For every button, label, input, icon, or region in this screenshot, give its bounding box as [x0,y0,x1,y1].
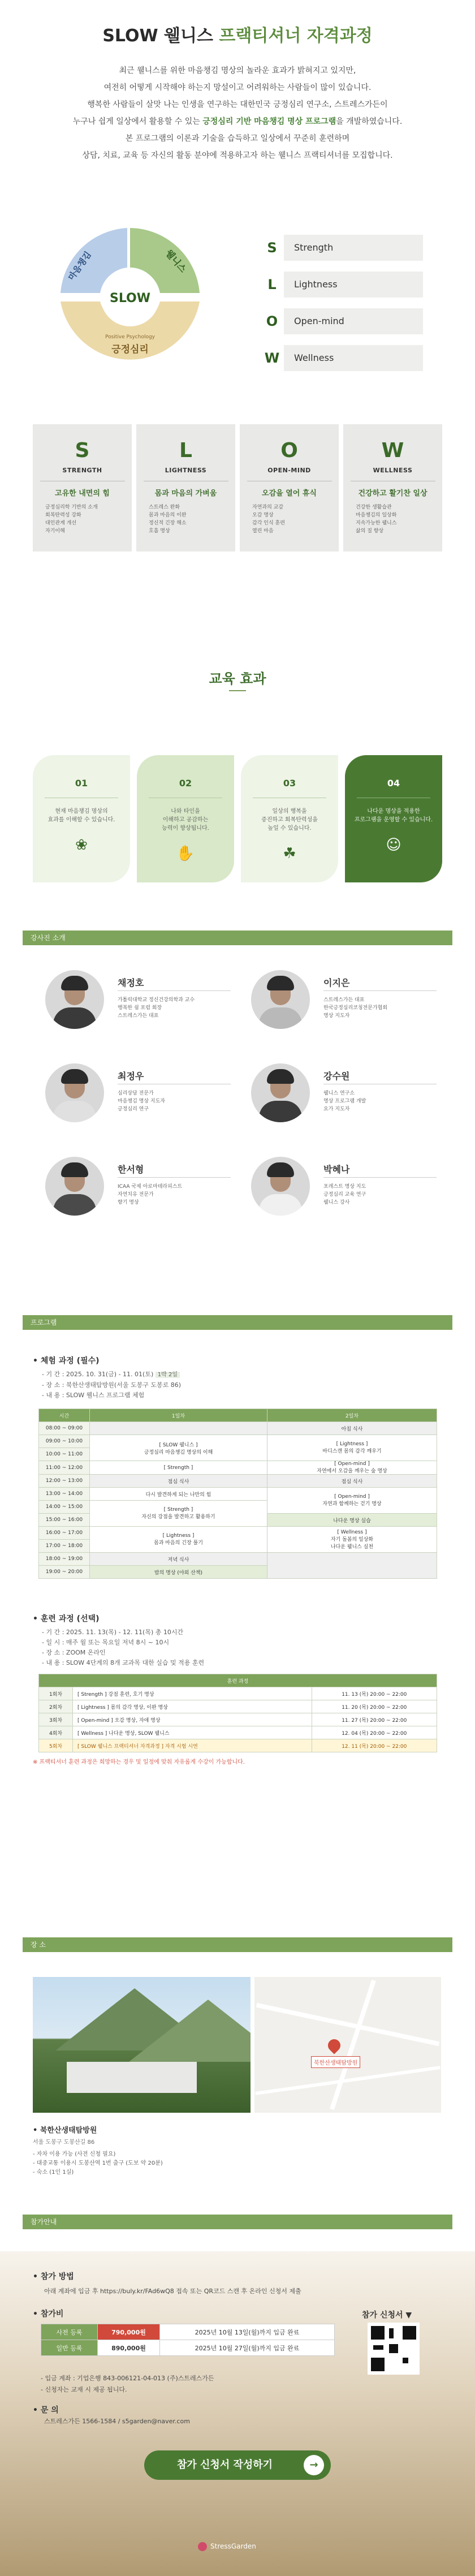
session-desc: 자기 돌봄의 일상화 [330,1536,374,1543]
qr-block [389,2344,398,2353]
slow-row [260,270,423,299]
topic-cell: [ Wellness ] 나다운 명상, SLOW 웰니스 [73,1726,312,1739]
topic-cell: [ Strength ] 강점 훈련, 호기 명상 [73,1687,312,1700]
advanced-course-title: • 훈련 과정 (선택) [33,1614,100,1623]
apply-note: - 입금 계좌 : 기업은행 843-006121-04-013 (주)스트레스가든 [41,2375,214,2382]
slow-letter: S [267,240,277,256]
segment-label: 마음챙김 [66,249,93,283]
basic-course-title: • 체험 과정 (필수) [33,1356,100,1365]
fee-price: 790,000원 [98,2324,160,2340]
instructor-detail: 포레스트 명상 지도 [323,1184,366,1190]
instructor-card [239,1063,442,1148]
instructor-name: 채정호 [118,977,144,988]
effect-line: 프로그램을 운영할 수 있습니다. [354,817,433,823]
program-section [33,1355,442,1765]
instructor-detail: 한국긍정심리코칭전문가협회 [323,1005,388,1011]
slow-letter: L [267,277,277,292]
effect-text [137,807,234,833]
fee-deadline: 2025년 10월 27일(월)까지 입금 완료 [160,2340,335,2356]
time-cell: 17:00 ~ 18:00 [39,1540,90,1553]
instructor-photo [251,1063,310,1122]
venue-photo [33,1977,251,2113]
effect-line: 나다운 명상을 적용한 [367,808,420,815]
session-desc: 자연과 함께하는 걷기 명상 [322,1501,382,1507]
schedule-cell [90,1435,267,1461]
venue-map[interactable] [254,1977,441,2113]
col-header: 시간 [39,1409,90,1422]
pillar-item: 몸과 마음의 이완 [149,512,187,518]
time-cell: 10:00 ~ 11:00 [39,1448,90,1461]
fee-title: • 참가비 [33,2310,64,2319]
pillar-item: 자기이해 [45,528,65,534]
map-label: 북한산생태탐방원 [311,2056,360,2068]
course-time: - 일 시 : 매주 월 또는 목요일 저녁 8시 ~ 10시 [42,1639,170,1646]
course-place: - 장 소 : ZOOM 온라인 [42,1649,106,1656]
round-cell: 5회차 [39,1739,73,1752]
schedule-cell [90,1527,267,1553]
effect-line: 일상의 행복을 [272,808,307,815]
intro-line: 최근 웰니스를 위한 마음챙김 명상의 놀라운 효과가 밝혀지고 있지만, [119,66,356,75]
qr-block [371,2326,385,2340]
apply-form-button[interactable] [144,2450,331,2480]
effect-card [241,755,338,882]
session-title: [ Lightness ] [162,1533,195,1539]
session-title: [ Open-mind ] [334,1461,370,1467]
intro-line: 본 프로그램의 이론과 기술을 습득하고 일상에서 꾸준히 훈련하며 [125,134,350,143]
instructor-detail: 스트레스가든 대표 [323,997,365,1003]
building-shape [67,2062,197,2093]
effect-text [345,807,442,824]
session-desc: 나다운 웰니스 실천 [330,1544,374,1550]
map-pin-icon [325,2036,343,2054]
advanced-course-meta [33,1627,442,1668]
pillar-card [136,424,235,552]
effect-card [345,755,442,882]
instructor-detail: 요가 지도자 [323,1106,350,1112]
section-bar-apply: 참가안내 [23,2215,452,2229]
handshake-icon: ✋ [176,845,195,862]
effect-number: 01 [75,778,88,789]
schedule-cell: 밤의 명상 (야외 산책) [90,1566,267,1579]
pillar-card [33,424,132,552]
session-title: [ Wellness ] [337,1529,367,1535]
slow-row [260,234,423,262]
instructor-photo [45,1063,104,1122]
effect-line: 현재 마음챙김 명상의 [55,808,108,815]
session-title: [ Open-mind ] [334,1494,370,1500]
empty-cell [267,1553,437,1579]
instructor-photo [251,1157,310,1216]
instructor-detail: 행복한 쉼 포럼 회장 [118,1005,162,1011]
section-bar-program: 프로그램 [23,1315,452,1330]
schedule-cell: 점심 식사 [267,1475,437,1488]
pillar-item: 정신적 긴장 해소 [149,520,187,526]
program-note: ※ 프랙티셔너 훈련 과정은 희망하는 경우 및 일정에 맞춰 자유롭게 수강이 가능합니다. [33,1759,245,1765]
basic-course-meta [33,1369,442,1401]
pillar-item: 스트레스 완화 [149,505,180,510]
slow-diagram [48,217,212,381]
intro-line: 누구나 쉽게 일상에서 활용할 수 있는 긍정심리 기반 마음챙김 명상 프로그램을 개발하였습니다. [72,117,403,126]
pillar-card [343,424,442,552]
effect-line: 이해하고 공감하는 [162,817,209,823]
pillar-subtitle: 몸과 마음의 가벼움 [154,489,217,498]
instructor-grid [33,970,442,1253]
pillar-item: 자연과의 교감 [252,505,284,510]
date-cell: 11. 13 (목) 20:00 ~ 22:00 [312,1687,437,1700]
fee-table [41,2324,335,2356]
slow-row [260,307,423,335]
session-desc: 자연에서 오감을 깨우는 숲 명상 [317,1468,387,1474]
pillar-item: 마음챙김의 일상화 [356,512,397,518]
effects-title: 교육 효과 [209,671,266,687]
instructor-name: 이지은 [323,977,350,988]
schedule-cell: 다시 발견하게 되는 나만의 힘 [90,1488,267,1501]
qr-block [371,2358,385,2371]
qr-block [403,2326,416,2340]
time-cell: 11:00 ~ 12:00 [39,1461,90,1475]
empty-cell [90,1422,267,1435]
apply-note: - 신청자는 교재 시 제공 됩니다. [41,2386,127,2393]
instructor-detail: 자연치유 전문가 [118,1192,154,1197]
effect-card [137,755,234,882]
date-cell: 12. 04 (목) 20:00 ~ 22:00 [312,1726,437,1739]
pillar-item: 삶의 질 향상 [356,528,384,534]
schedule-cell: 나다운 명상 실습 [267,1514,437,1527]
effect-text [33,807,130,824]
effect-number: 03 [283,778,296,789]
divider [118,1177,231,1178]
schedule-cell [267,1488,437,1514]
time-cell: 09:00 ~ 10:00 [39,1435,90,1448]
course-period: - 기 간 : 2025. 11. 13(목) - 12. 11(목) 총 10시간 [42,1629,184,1636]
apply-section [0,2251,475,2576]
topic-cell: [ Open-mind ] 오감 명상, 자애 명상 [73,1713,312,1726]
pillar-subtitle: 오감을 열어 휴식 [262,489,317,498]
effect-line: 능력이 향상됩니다. [162,825,209,832]
qr-title: 참가 신청서 ▼ [362,2311,412,2320]
growth-icon: ☘ [283,845,296,862]
venue-address: 서울 도봉구 도봉산길 86 [33,2139,95,2146]
divider [323,990,437,991]
effect-line: 나와 타인을 [171,808,200,815]
schedule-cell: 아침 식사 [267,1422,437,1435]
pillar-card [240,424,339,552]
instructor-card [239,1157,442,1242]
intro-line: 상담, 치료, 교육 등 자신의 활동 분야에 적용하고자 하는 웰니스 프랙티셔너를 모집합니다. [82,151,393,160]
course-content: - 내 용 : SLOW 4단계의 8개 교과목 대한 실습 및 적용 훈련 [42,1659,205,1666]
intro-text [0,62,475,164]
venue-detail: - 숙소 (1인 1실) [33,2169,74,2176]
divider [118,990,231,991]
page-title [0,0,475,46]
instructor-detail: 명상 지도자 [323,1013,350,1019]
slow-section [0,212,475,382]
contact-title: • 문 의 [33,2406,59,2415]
pillar-item: 건강한 생활습관 [356,505,392,510]
fee-price: 890,000원 [98,2340,160,2356]
session-desc: 바디스캔 몸의 감각 깨우기 [322,1449,382,1454]
pillar-name: OPEN-MIND [267,467,311,474]
apply-method: 아래 계좌에 입금 후 https://buly.kr/FAd6wQ8 접속 또는 QR코드 스캔 후 온라인 신청서 제출 [44,2288,301,2295]
apply-form-label: 참가 신청서 작성하기 [177,2459,273,2471]
section-bar-location: 장 소 [23,1937,452,1952]
effects-cards [33,755,442,882]
date-cell: 11. 20 (목) 20:00 ~ 22:00 [312,1700,437,1713]
slow-word: Wellness [284,345,423,371]
arrow-right-icon: → [304,2455,324,2475]
effect-number: 02 [179,778,192,789]
time-cell: 14:00 ~ 15:00 [39,1501,90,1514]
session-desc: 몸과 마음의 긴장 풀기 [154,1540,203,1546]
round-cell: 2회차 [39,1700,73,1713]
pillar-item: 호흡 명상 [149,528,170,534]
qr-code[interactable] [368,2323,420,2375]
section-bar-instructors: 강사진 소개 [23,931,452,945]
schedule-cell: [ Strength ] [90,1461,267,1475]
logo-icon [198,2542,207,2551]
instructor-name: 한서형 [118,1164,144,1175]
venue-detail: - 대중교통 이용시 도봉산역 1번 출구 (도보 약 20분) [33,2160,163,2166]
pillar-item: 긍정심리학 기반의 소개 [45,505,98,510]
topic-cell: [ SLOW 웰니스 프랙티셔너 자격과정 ] 자격 시험 시연 [73,1739,312,1752]
venue-info [33,2124,163,2177]
instructor-detail: 웰니스 강사 [323,1200,350,1205]
time-cell: 19:00 ~ 20:00 [39,1566,90,1579]
qr-block [373,2345,383,2350]
contact-info: 스트레스가든 1566-1584 / s5garden@naver.com [44,2418,190,2425]
slow-word: Strength [284,235,423,261]
instructor-name: 최정우 [118,1071,144,1082]
pillar-subtitle: 고유한 내면의 힘 [55,489,110,498]
logo-text: StressGarden [210,2542,256,2551]
effect-line: 증진하고 회복탄력성을 [261,817,318,823]
basic-timetable [38,1408,437,1579]
time-cell: 12:00 ~ 13:00 [39,1475,90,1488]
effect-card [33,755,130,882]
qr-block [403,2358,408,2363]
pillar-name: LIGHTNESS [165,467,207,474]
table-header: 훈련 과정 [39,1674,437,1687]
instructor-detail: 긍정심리 연구 [118,1106,149,1112]
slow-letter: O [266,313,278,329]
pillar-item: 열린 마음 [252,528,274,534]
advanced-timetable [38,1674,437,1752]
mountain-shape [129,2000,251,2062]
pillar-subtitle: 건강하고 활기찬 일상 [358,489,428,498]
round-cell: 4회차 [39,1726,73,1739]
map-road [255,2066,441,2095]
apply-method-title: • 참가 방법 [33,2272,74,2281]
instructor-detail: 명상 프로그램 개발 [323,1099,366,1104]
pillar-cards [33,424,442,552]
effect-line: 높일 수 있습니다. [267,825,312,832]
fee-type: 일반 등록 [41,2340,98,2356]
effect-number: 04 [387,778,400,789]
col-header: 1일차 [90,1409,267,1422]
pillar-item: 회복탄력성 강화 [45,512,81,518]
instructor-detail: 가톨릭대학교 정신건강의학과 교수 [118,997,195,1003]
session-title: [ SLOW 웰니스 ] [159,1442,198,1448]
effect-text [241,807,338,833]
title-accent: 프랙티셔너 자격과정 [219,26,373,46]
pillar-letter: S [75,439,90,462]
pillar-letter: O [280,439,298,462]
course-place: - 장 소 : 북한산생태탐방원(서울 도봉구 도봉로 86) [42,1381,181,1389]
pillar-letter: L [179,439,192,462]
divider [323,1177,437,1178]
slow-list [260,234,423,381]
instructor-detail: ICAA 국제 아로마테라피스트 [118,1184,183,1190]
map-road [256,2003,439,2046]
schedule-cell: 저녁 식사 [90,1553,267,1566]
venue-detail: - 자차 이용 가능 (사전 신청 필요) [33,2151,116,2157]
instructor-detail: 웰니스 연구소 [323,1091,355,1096]
instructor-name: 강수원 [323,1071,350,1082]
round-cell: 3회차 [39,1713,73,1726]
session-title: [ Strength ] [163,1507,193,1513]
segment-label: Positive Psychology [105,334,156,340]
instructor-detail: 긍정심리 교육 연구 [323,1192,366,1197]
schedule-cell [90,1501,267,1527]
course-content: - 내 용 : SLOW 웰니스 프로그램 체험 [42,1392,145,1399]
fee-type: 사전 등록 [41,2324,98,2340]
intro-highlight: 긍정심리 기반 마음챙김 명상 프로그램 [202,117,336,126]
instructor-card [33,970,236,1055]
instructor-card [33,1157,236,1242]
title-main: SLOW 웰니스 [102,26,213,46]
date-cell: 11. 27 (목) 20:00 ~ 22:00 [312,1713,437,1726]
pillar-name: WELLNESS [373,467,413,474]
schedule-cell [267,1461,437,1475]
pillar-name: STRENGTH [62,467,102,474]
round-cell: 1회차 [39,1687,73,1700]
instructor-photo [45,970,104,1029]
meditation-icon: ❀ [75,837,88,854]
topic-cell: [ Lightness ] 몸의 감각 명상, 이완 명상 [73,1700,312,1713]
intro-line: 여전히 어떻게 시작해야 하는지 망설이고 어려워하는 사람들이 많이 있습니다. [103,83,372,92]
instructor-photo [251,970,310,1029]
pillar-item: 오감 명상 [252,512,274,518]
schedule-cell [267,1527,437,1553]
venue-name: • 북한산생태탐방원 [33,2126,97,2135]
segment-label: 긍정심리 [111,344,149,355]
segment-label: 웰니스 [163,247,189,275]
time-cell: 08:00 ~ 09:00 [39,1422,90,1435]
instructor-detail: 마음챙김 명상 지도자 [118,1099,165,1104]
date-cell: 12. 11 (목) 20:00 ~ 22:00 [312,1739,437,1752]
time-cell: 13:00 ~ 14:00 [39,1488,90,1501]
slow-word: Lightness [284,272,423,298]
instructor-detail: 향기 명상 [118,1200,139,1205]
instructor-name: 박혜나 [323,1164,350,1175]
duration-badge: 1박 2일 [156,1372,180,1378]
pillar-item: 지속가능한 웰니스 [356,520,397,526]
session-title: [ Lightness ] [336,1441,368,1447]
instructor-detail: 스트레스가든 대표 [118,1013,159,1019]
instructor-card [239,970,442,1055]
session-desc: 긍정심리 마음챙김 명상의 이해 [144,1449,213,1455]
col-header: 2일차 [267,1409,437,1422]
title-underline [229,690,246,691]
course-period: - 기 간 : 2025. 10. 31(금) - 11. 01(토) [42,1371,154,1378]
pillar-item: 감각 인식 훈련 [252,520,285,526]
instructor-card [33,1063,236,1148]
slow-letter: W [264,350,280,366]
slow-word: Open-mind [284,308,423,334]
schedule-cell [267,1435,437,1461]
schedule-cell: 점심 식사 [90,1475,267,1488]
pillar-letter: W [381,439,404,462]
fee-deadline: 2025년 10월 13일(월)까지 입금 완료 [160,2324,335,2340]
time-cell: 18:00 ~ 19:00 [39,1553,90,1566]
time-cell: 16:00 ~ 17:00 [39,1527,90,1540]
time-cell: 15:00 ~ 16:00 [39,1514,90,1527]
intro-line: 행복한 사람들이 살맛 나는 인생을 연구하는 대한민국 긍정심리 연구소, 스트레스가든이 [87,100,388,109]
slow-center: SLOW [109,291,151,305]
slow-row [260,344,423,372]
pillar-item: 대인관계 개선 [45,520,77,526]
session-desc: 자신의 강점을 발견하고 활용하기 [141,1514,215,1520]
instructor-detail: 심리상담 전문가 [118,1091,154,1096]
effect-line: 효과를 이해할 수 있습니다. [48,817,115,823]
qr-block [389,2328,394,2338]
footer-logo [198,2542,256,2551]
teaching-icon: ☺ [386,837,401,854]
instructor-photo [45,1157,104,1216]
